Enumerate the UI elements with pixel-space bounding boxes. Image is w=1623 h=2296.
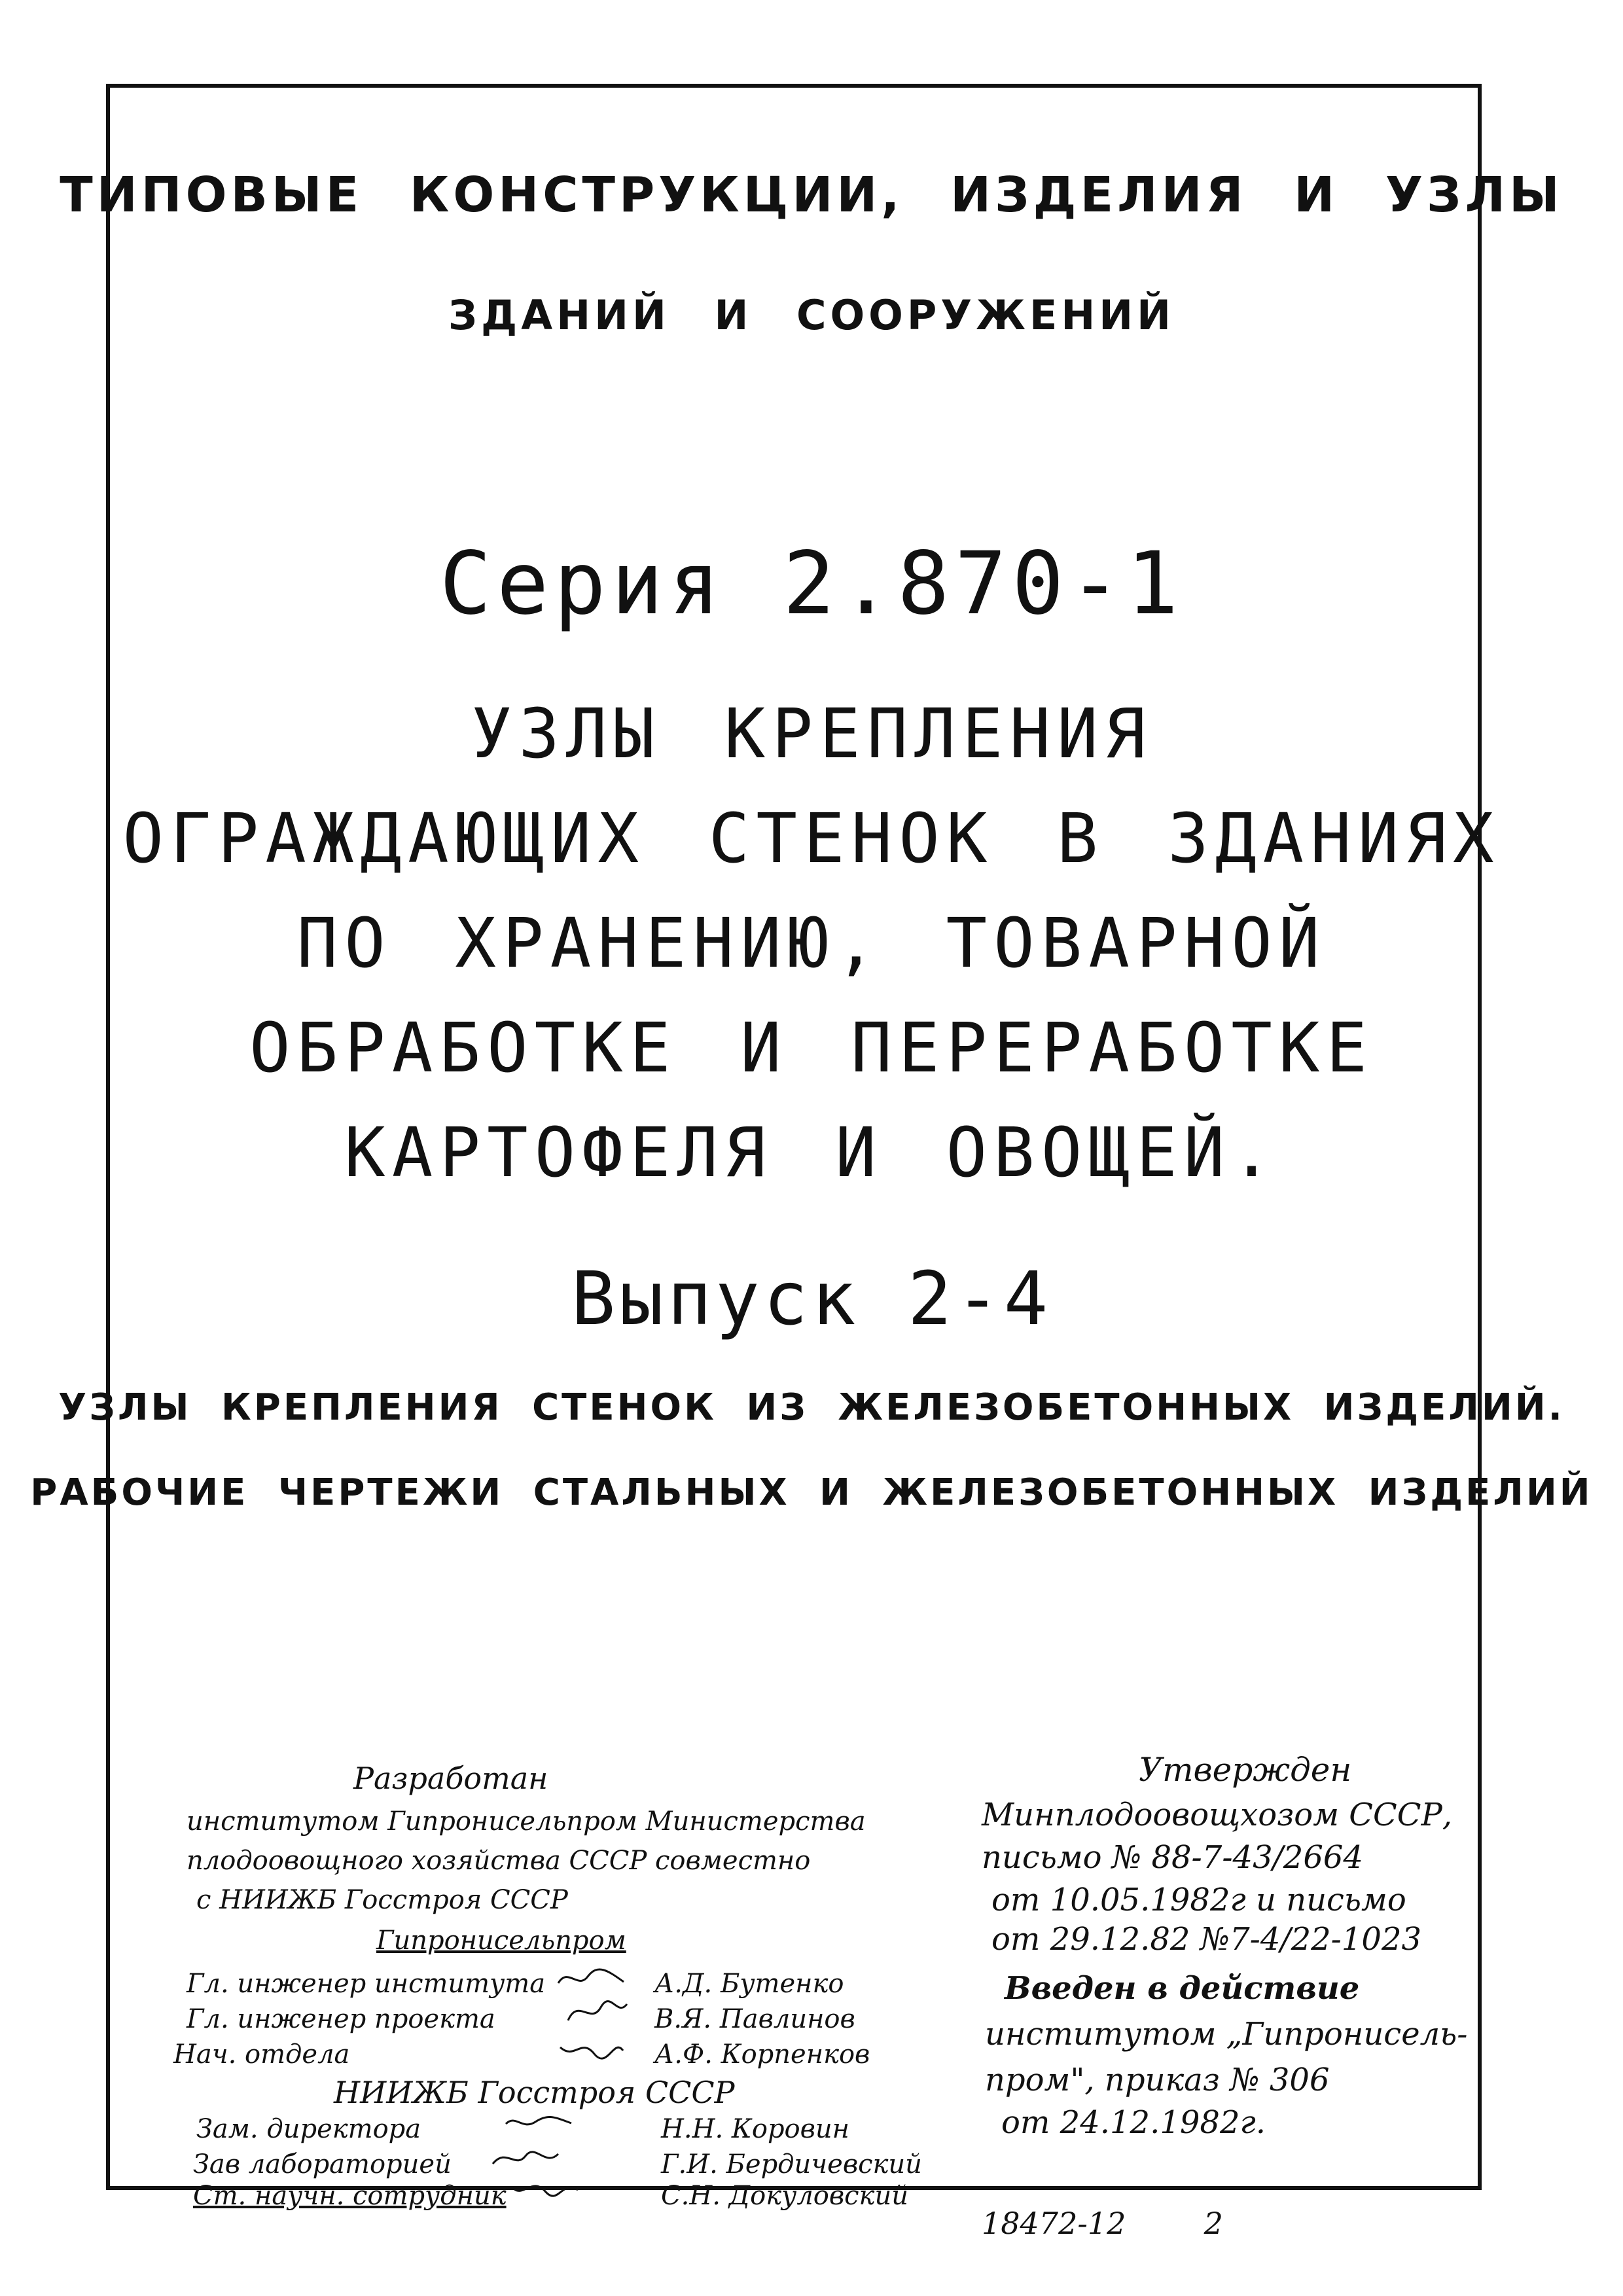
- approved-line-8: от 24.12.1982г.: [1001, 2104, 1266, 2141]
- developed-heading: Разработан: [353, 1761, 548, 1796]
- signer-6-role: Ст. научн. сотрудник: [193, 2181, 507, 2211]
- doc-number: 18472-12: [982, 2206, 1126, 2241]
- signer-1-role: Гл. инженер института: [187, 1969, 546, 1999]
- approved-line-7: пром", приказ № 306: [985, 2062, 1330, 2098]
- signature-5-icon: [490, 2144, 562, 2173]
- signer-5-name: Г.И. Бердичевский: [661, 2149, 922, 2179]
- header-line-1: ТИПОВЫЕ КОНСТРУКЦИИ, ИЗДЕЛИЯ И УЗЛЫ: [60, 167, 1563, 223]
- signature-1-icon: [555, 1964, 627, 1992]
- signer-6-name: С.Н. Докуловский: [661, 2181, 908, 2211]
- page-number: 2: [1204, 2206, 1223, 2241]
- signer-3-name: А.Ф. Корпенков: [654, 2039, 870, 2070]
- signer-4-name: Н.Н. Коровин: [661, 2114, 850, 2144]
- signer-4-role: Зам. директора: [196, 2114, 421, 2144]
- title-line-3: ПО ХРАНЕНИЮ, ТОВАРНОЙ: [296, 903, 1327, 983]
- signature-4-icon: [503, 2108, 575, 2136]
- signature-6-icon: [509, 2173, 581, 2202]
- approved-line-1: Минплодоовощхозом СССР,: [982, 1797, 1452, 1833]
- series-title: Серия 2.870-1: [439, 533, 1184, 634]
- issue-number: Выпуск 2-4: [571, 1257, 1052, 1342]
- title-line-5: КАРТОФЕЛЯ И ОВОЩЕЙ.: [344, 1113, 1279, 1193]
- signature-3-icon: [555, 2034, 627, 2063]
- developed-org-2: НИИЖБ Госстроя СССР: [334, 2075, 735, 2110]
- footer: [982, 2206, 1223, 2241]
- signer-1-name: А.Д. Бутенко: [654, 1969, 844, 1999]
- title-line-2: ОГРАЖДАЮЩИХ СТЕНОК В ЗДАНИЯХ: [122, 798, 1501, 878]
- developed-line-1: институтом Гипронисельпром Министерства: [187, 1806, 866, 1837]
- approved-line-6: институтом „Гипронисель-: [985, 2016, 1468, 2053]
- signature-2-icon: [562, 1998, 633, 2026]
- approved-line-3: от 10.05.1982г и письмо: [991, 1882, 1406, 1918]
- signer-5-role: Зав лабораторией: [193, 2149, 452, 2179]
- subtitle-line-1: УЗЛЫ КРЕПЛЕНИЯ СТЕНОК ИЗ ЖЕЛЕЗОБЕТОННЫХ ИЗДЕЛИЙ.: [58, 1386, 1565, 1429]
- developed-line-3: с НИИЖБ Госстроя СССР: [196, 1885, 568, 1915]
- developed-line-2: плодоовощного хозяйства СССР совместно: [187, 1846, 811, 1876]
- title-line-4: ОБРАБОТКЕ И ПЕРЕРАБОТКЕ: [249, 1008, 1374, 1088]
- approved-line-4: от 29.12.82 №7-4/22-1023: [991, 1921, 1422, 1958]
- signer-2-name: В.Я. Павлинов: [654, 2004, 855, 2034]
- approved-line-2: письмо № 88-7-43/2664: [982, 1839, 1363, 1876]
- header-line-2: ЗДАНИЙ И СООРУЖЕНИЙ: [448, 291, 1175, 339]
- signer-3-role: Нач. отдела: [173, 2039, 350, 2070]
- developed-org-1: Гипронисельпром: [376, 1926, 626, 1956]
- title-line-1: УЗЛЫ КРЕПЛЕНИЯ: [471, 694, 1152, 774]
- signer-2-role: Гл. инженер проекта: [187, 2004, 495, 2034]
- approved-line-5: Введен в действие: [1005, 1970, 1360, 2007]
- subtitle-line-2: РАБОЧИЕ ЧЕРТЕЖИ СТАЛЬНЫХ И ЖЕЛЕЗОБЕТОННЫХ ИЗДЕЛИЙ: [30, 1471, 1593, 1514]
- approved-heading: Утвержден: [1139, 1751, 1352, 1789]
